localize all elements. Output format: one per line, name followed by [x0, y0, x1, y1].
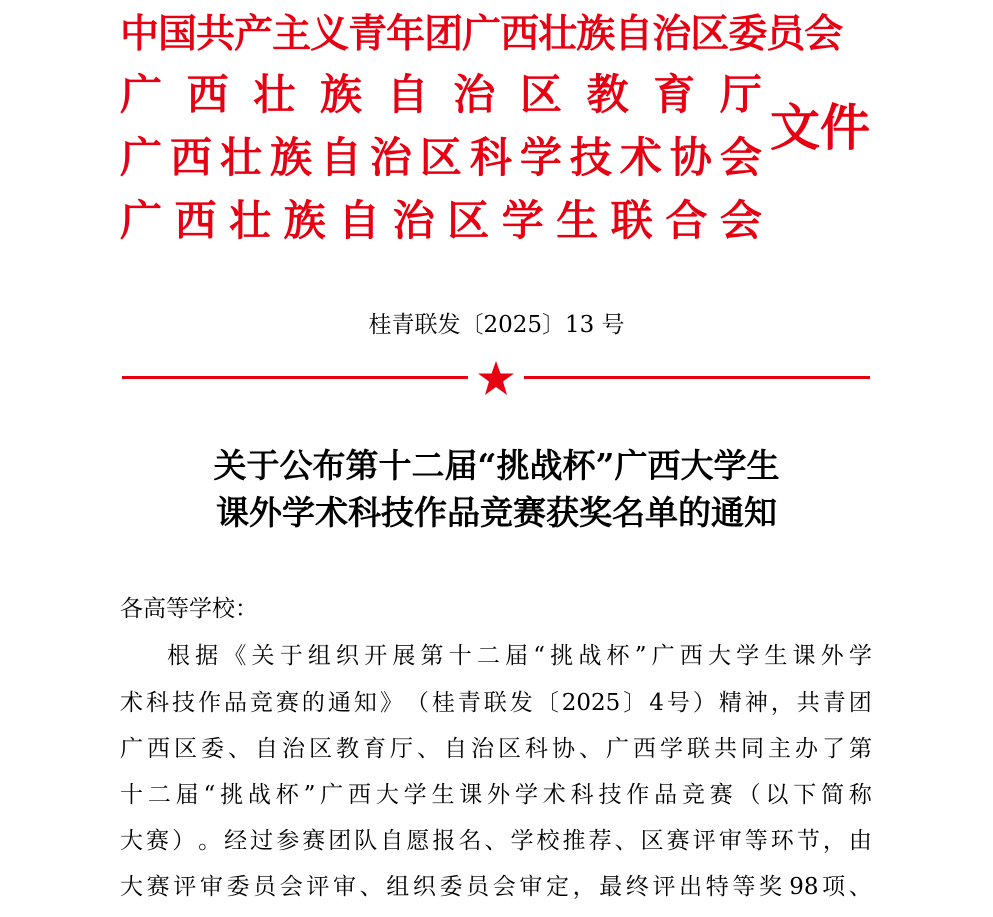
notice-title-line-2: 课外学术科技作品竞赛获奖名单的通知 [216, 493, 777, 532]
document-label: 文件 [770, 98, 870, 157]
body-line-3: 广 西 区 委 、 自 治 区 教 育 厅 、 自 治 区 科 协 、 广 西 学 联 共 同 主 办 了 第 [120, 736, 872, 762]
notice-title-line-1: 关于公布第十二届“挑战杯”广西大学生 [213, 446, 780, 485]
body-line-1: 根 据 《 关 于 组 织 开 展 第 十 二 届 “ 挑 战 杯 ” 广 西 大 学 生 课 外 学 [167, 643, 872, 669]
issuer-line-3: 广 西 壮 族 自 治 区 科 学 技 术 协 会 [120, 133, 762, 182]
body-line-6: 大 赛 评 审 委 员 会 评 审 、 组 织 委 员 会 审 定 ， 最 终 评 出 特 等 奖 98 项 、 [120, 874, 872, 900]
issuer-line-2: 广 西 壮 族 自 治 区 教 育 厅 [120, 70, 762, 119]
issuer-line-4: 广 西 壮 族 自 治 区 学 生 联 合 会 [120, 196, 762, 245]
issuer-line-1: 中 国 共 产 主 义 青 年 团 广 西 壮 族 自 治 区 委 员 会 [120, 11, 843, 57]
salutation: 各高等学校： [120, 596, 258, 622]
document-number: 桂青联发〔2025〕13 号 [368, 312, 625, 338]
body-line-4: 十 二 届 “ 挑 战 杯 ” 广 西 大 学 生 课 外 学 术 科 技 作 品 竞 赛 （ 以 下 简 称 [120, 782, 872, 808]
red-divider-left [122, 376, 468, 379]
red-divider-right [524, 376, 870, 379]
body-line-2: 术 科 技 作 品 竞 赛 的 通 知 》 （ 桂 青 联 发 〔 2025 〕 4 号 ） 精 神 ， 共 青 团 [120, 690, 872, 716]
red-star-icon [477, 360, 515, 396]
body-line-5: 大 赛 ） 。 经 过 参 赛 团 队 自 愿 报 名 、 学 校 推 荐 、 区 赛 评 审 等 环 节 ， 由 [120, 828, 872, 854]
